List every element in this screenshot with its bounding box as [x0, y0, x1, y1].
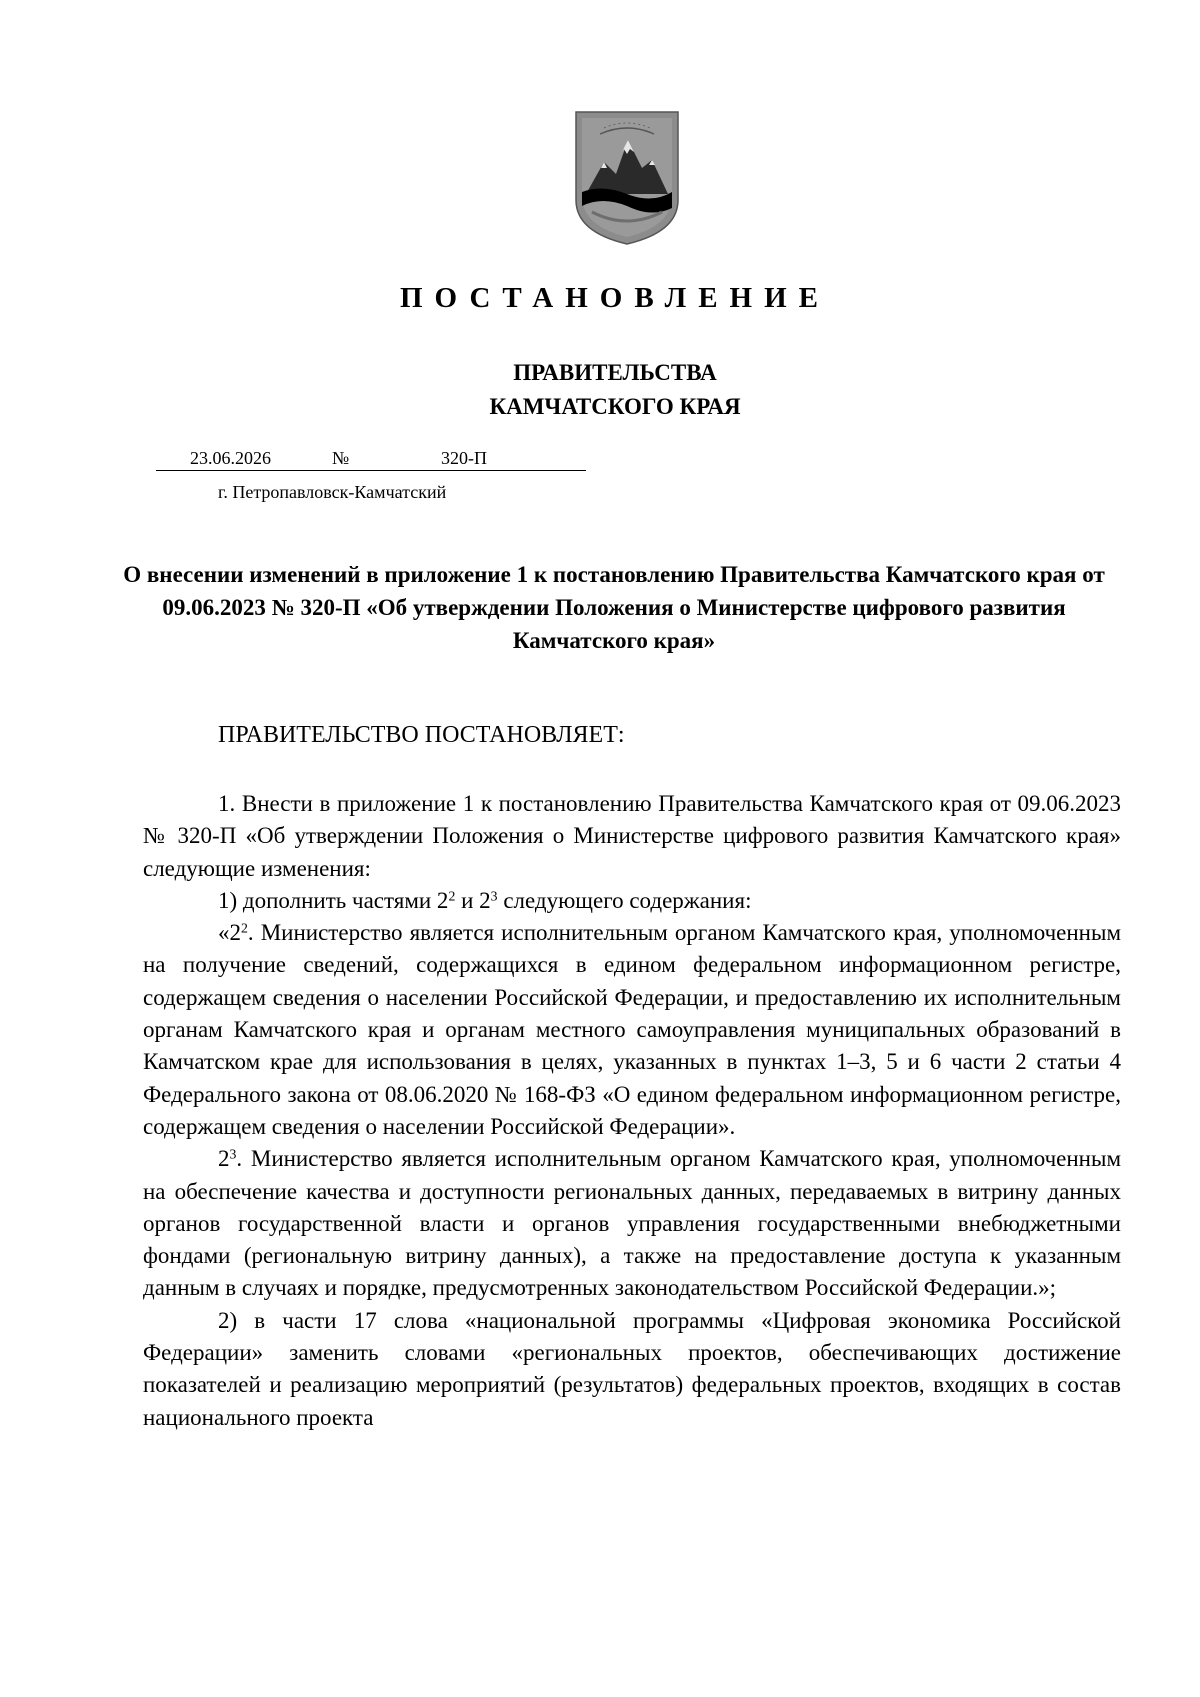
underline	[156, 470, 586, 471]
date-number-line	[156, 448, 586, 474]
paragraph-item-2: 2) в части 17 слова «национальной программы «Цифровая экономика Российской Федерации» заменить словами «региональных проектов, обеспечивающих достижение показателей и реализацию мероприятий (результатов) федеральных проектов, входящих в состав национального проекта	[143, 1307, 1121, 1430]
document-body	[143, 788, 1121, 1434]
document-number: 320-П	[441, 448, 487, 468]
document-subject: О внесении изменений в приложение 1 к постановлению Правительства Камчатского края от 09.06.2023 № 320-П «Об утверждении Положения о Министерстве цифрового развития Камчатского края»	[123, 562, 1105, 653]
document-type-title: ПОСТАНОВЛЕНИЕ	[399, 282, 830, 314]
paragraph-1: 1. Внести в приложение 1 к постановлению Правительства Камчатского края от 09.06.2023 № 320-П «Об утверждении Положения о Министерстве цифрового развития Камчатского края» следующие изменения:	[143, 791, 1121, 881]
coat-of-arms-icon	[572, 108, 682, 246]
paragraph-item-1: 1) дополнить частями $2^2$ и $2^3$ следующего содержания:	[218, 887, 752, 913]
number-sign: №	[332, 448, 350, 468]
issuing-authority	[0, 356, 1200, 424]
authority-line-1: ПРАВИТЕЛЬСТВА	[513, 360, 717, 385]
issue-city: г. Петропавловск-Камчатский	[218, 482, 447, 502]
authority-line-2: КАМЧАТСКОГО КРАЯ	[489, 394, 741, 419]
document-date: 23.06.2026	[190, 448, 271, 468]
paragraph-part-2-2: «$2^2$. Министерство является исполнительным органом Камчатского края, уполномоченным на получение сведений, содержащихся в едином федеральном информационном регистре, содержащем сведения о населении Российской Федерации, и предоставлению их исполнительным органам Камчатского края и органам местного самоуправления муниципальных образований в Камчатском крае для использования в целях, указанных в пунктах 1–3, 5 и 6 части 2 статьи 4 Федерального закона от 08.06.2020 № 168-ФЗ «О едином федеральном информационном регистре, содержащем сведения о населении Российской Федерации».	[143, 920, 1121, 1139]
paragraph-part-2-3: $2^3$. Министерство является исполнительным органом Камчатского края, уполномоченным на обеспечение качества и доступности региональных данных, передаваемых в витрину данных органов государственной власти и органов управления государственными внебюджетными фондами (региональную витрину данных), а также на предоставление доступа к указанным данным в случаях и порядке, предусмотренных законодательством Российской Федерации.»;	[143, 1146, 1121, 1301]
decree-formula: ПРАВИТЕЛЬСТВО ПОСТАНОВЛЯЕТ:	[218, 722, 625, 748]
